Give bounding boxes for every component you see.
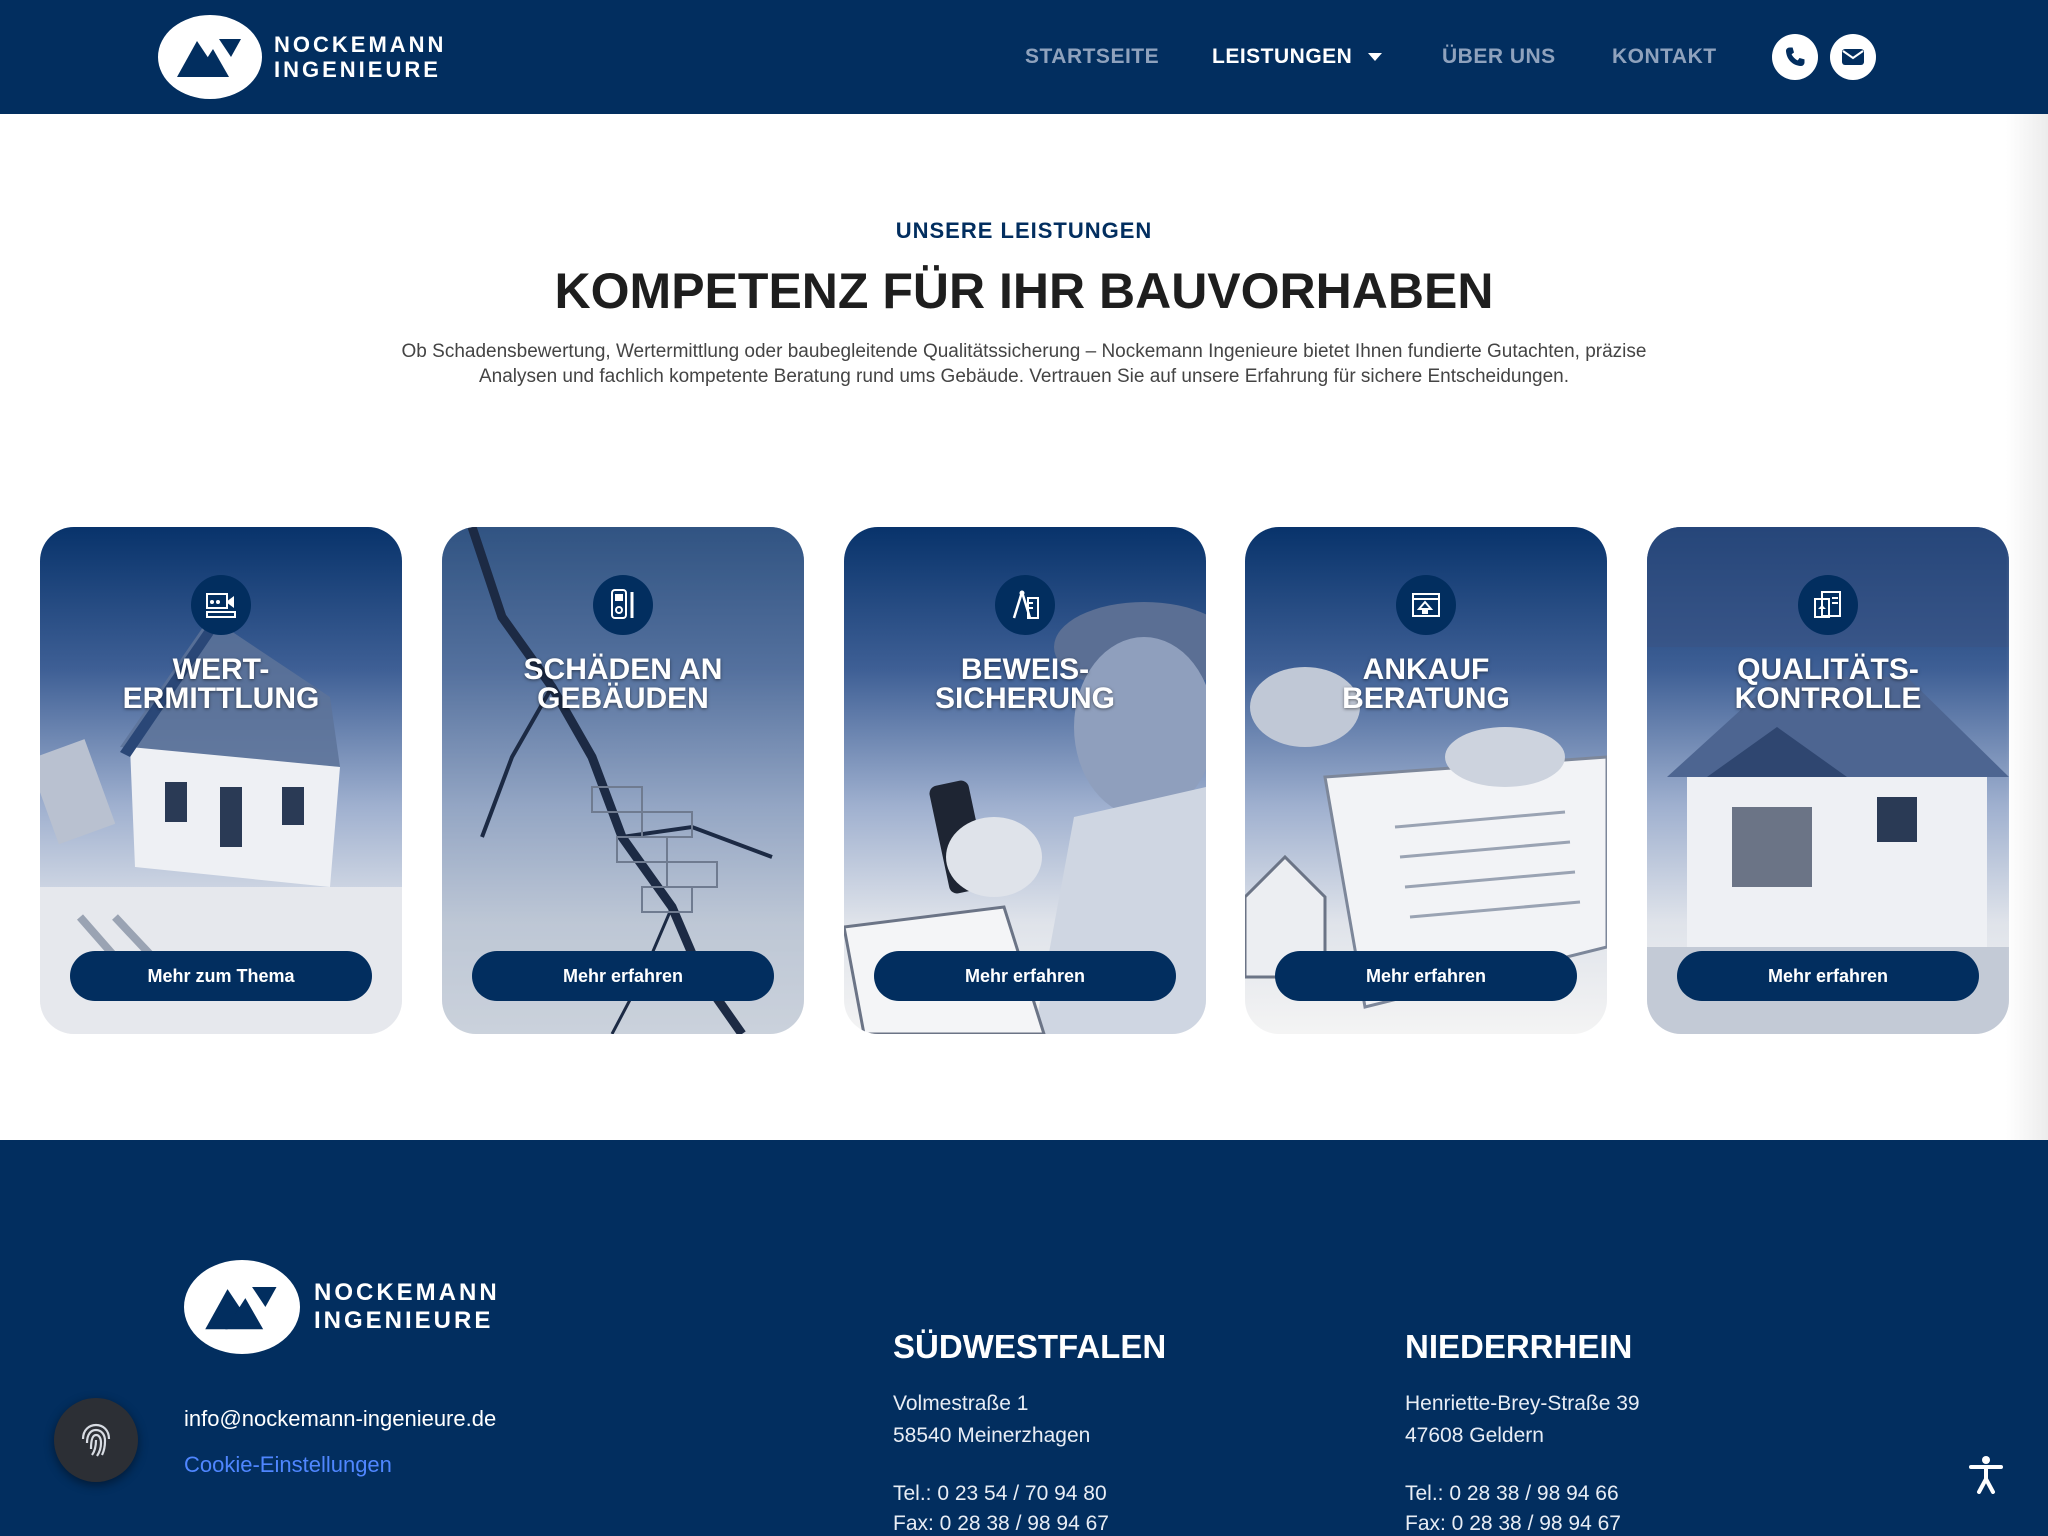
- logo-line-1: NOCKEMANN: [274, 31, 447, 57]
- mehr-erfahren-button[interactable]: Mehr erfahren: [1677, 951, 1979, 1001]
- logo-line-2: INGENIEURE: [314, 1307, 494, 1334]
- mehr-erfahren-button[interactable]: Mehr erfahren: [1275, 951, 1577, 1001]
- service-card-ankaufberatung[interactable]: [1245, 527, 1607, 1034]
- service-card-schaeden[interactable]: [442, 527, 804, 1034]
- section-headline: KOMPETENZ FÜR IHR BAUVORHABEN: [554, 263, 1494, 319]
- card-title: ANKAUF BERATUNG: [1342, 653, 1510, 715]
- blueprint-icon: [1396, 575, 1456, 635]
- card-title: BEWEIS- SICHERUNG: [934, 653, 1115, 715]
- service-card-wertermittlung[interactable]: [40, 527, 402, 1034]
- nav-kontakt[interactable]: KONTAKT: [1612, 45, 1717, 68]
- fingerprint-icon: [75, 1419, 117, 1461]
- accessibility-button[interactable]: [1966, 1454, 2006, 1494]
- nav-ueber-uns[interactable]: ÜBER UNS: [1442, 45, 1556, 68]
- mehr-erfahren-button[interactable]: Mehr erfahren: [472, 951, 774, 1001]
- mail-icon: [1841, 47, 1865, 67]
- card-title: WERT- ERMITTLUNG: [122, 653, 320, 715]
- header-logo[interactable]: [158, 15, 446, 99]
- nav-leistungen[interactable]: [1212, 45, 1382, 69]
- region-fax: Fax: 0 28 38 / 98 94 67: [893, 1512, 1109, 1535]
- mehr-erfahren-button[interactable]: Mehr erfahren: [874, 951, 1176, 1001]
- mehr-zum-thema-button[interactable]: Mehr zum Thema: [70, 951, 372, 1001]
- region-fax: Fax: 0 28 38 / 98 94 67: [1405, 1512, 1621, 1535]
- measuring-device-icon: [593, 575, 653, 635]
- logo-mark-icon: [158, 15, 262, 99]
- region-title-niederrhein: NIEDERRHEIN: [1405, 1328, 1633, 1365]
- region-street: Henriette-Brey-Straße 39: [1405, 1392, 1640, 1415]
- logo-text: [314, 1279, 500, 1334]
- region-city: 58540 Meinerzhagen: [893, 1424, 1091, 1447]
- region-title-suedwestfalen: SÜDWESTFALEN: [893, 1328, 1167, 1365]
- card-title: QUALITÄTS- KONTROLLE: [1734, 653, 1922, 715]
- region-phone-link[interactable]: Tel.: 0 23 54 / 70 94 80: [893, 1482, 1107, 1505]
- accessibility-icon: [1968, 1454, 2004, 1494]
- logo-text: [274, 32, 446, 83]
- region-phone-link[interactable]: Tel.: 0 28 38 / 98 94 66: [1405, 1482, 1619, 1505]
- phone-button[interactable]: [1772, 34, 1818, 80]
- logo-line-2: INGENIEURE: [274, 57, 441, 82]
- logo-line-1: NOCKEMANN: [314, 1279, 500, 1307]
- region-city: 47608 Geldern: [1405, 1424, 1544, 1447]
- nav-leistungen-label: LEISTUNGEN: [1212, 45, 1353, 68]
- house-valuation-icon: [191, 575, 251, 635]
- chevron-down-icon: [1368, 53, 1382, 61]
- checklist-plan-icon: [1798, 575, 1858, 635]
- section-eyebrow: UNSERE LEISTUNGEN: [895, 218, 1153, 243]
- cookie-settings-link[interactable]: Cookie-Einstellungen: [184, 1452, 392, 1477]
- service-card-qualitaetskontrolle[interactable]: [1647, 527, 2009, 1034]
- compass-ruler-icon: [995, 575, 1055, 635]
- site-footer: [0, 1140, 2048, 1536]
- region-street: Volmestraße 1: [893, 1392, 1029, 1415]
- cookie-consent-button[interactable]: [54, 1398, 138, 1482]
- section-intro-text: Ob Schadensbewertung, Wertermittlung oder baubegleitende Qualitätssicherung – Nockemann Ingenieure bietet Ihnen fundierte Gutachten, präzise Analysen und fachlich kompetente Beratung rund ums Gebäude. Vertrauen Sie auf unsere Erfahrung für sichere Entscheidungen.: [401, 341, 1647, 387]
- phone-icon: [1783, 45, 1807, 69]
- footer-email-link[interactable]: info@nockemann-ingenieure.de: [184, 1406, 497, 1431]
- site-header: [0, 0, 2048, 114]
- mail-button[interactable]: [1830, 34, 1876, 80]
- nav-startseite[interactable]: STARTSEITE: [1025, 45, 1160, 68]
- page-edge-shadow: [2006, 114, 2048, 1140]
- logo-mark-icon: [184, 1260, 300, 1354]
- card-title: SCHÄDEN AN GEBÄUDEN: [523, 653, 723, 715]
- service-card-beweissicherung[interactable]: [844, 527, 1206, 1034]
- footer-logo[interactable]: [184, 1260, 500, 1354]
